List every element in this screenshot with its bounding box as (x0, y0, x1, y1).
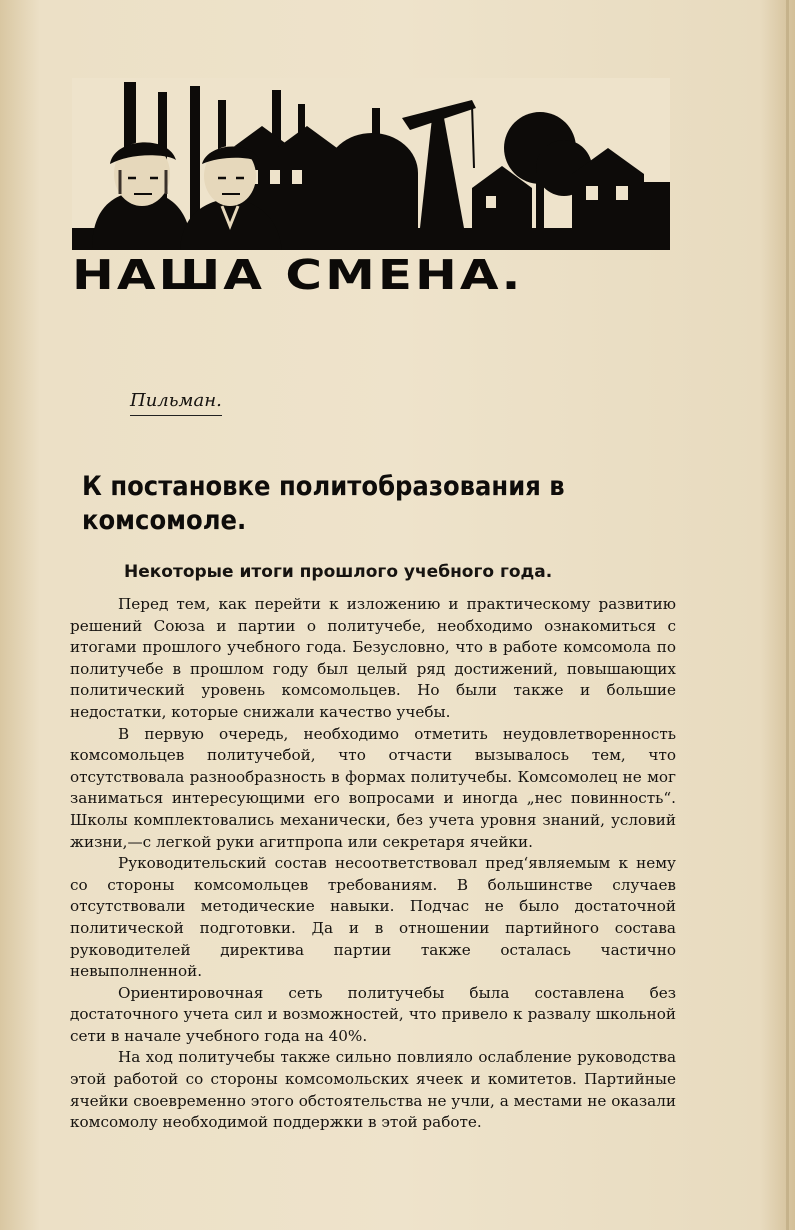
paragraph: Ориентировочная сеть политучебы была составлена без достаточного учета сил и возможностей, что привело к развалу школьной сети в начале учебного года на 40%. (70, 983, 676, 1045)
paragraph: Руководительский состав несоответствовал пред‘являемым к нему со стороны комсомольцев требованиям. В большинстве случаев отсутствовали методические навыки. Подчас не было достаточной политической подготовки. Да и в отношении партийного состава руководителей директива партии также осталась частично невыполненной. (70, 854, 676, 981)
masthead-title: НАША СМЕНА. (72, 251, 524, 299)
article-subtitle: Некоторые итоги прошлого учебного года. (124, 562, 553, 582)
paragraph: В первую очередь, необходимо отметить неудовлетворенность комсомольцев политучебой, что отчасти вызывалось тем, что отсутствовала разнообразность в формах политучебы. Комсомолец не мог заниматься интересующими его вопросами и иногда „нес повинность“. Школы комплектовались механически, без учета уровня знаний, условий жизни,—с легкой руки агитпропа или секретаря ячейки. (70, 724, 676, 851)
article-title: К постановке политобразования в комсомоле. (82, 471, 565, 536)
author-name: Пильман. (130, 390, 222, 416)
industrial-silhouette-image (72, 78, 670, 250)
article-body (70, 594, 676, 1134)
paragraph: На ход политучебы также сильно повлияло ослабление руководства этой работой со стороны комсомольских ячеек и комитетов. Партийные ячейки своевременно этого обстоятельства не учли, а местами не оказали комсомолу необходимой поддержки в этой работе. (70, 1048, 676, 1132)
paragraph: Перед тем, как перейти к изложению и практическому развитию решений Союза и партии о политучебе, необходимо ознакомиться с итогами прошлого учебного года. Безусловно, что в работе комсомола по политучебе в прошлом году был целый ряд достижений, повышающих политический уровень комсомольцев. Но были также и большие недостатки, которые снижали качество учебы. (70, 595, 676, 721)
page-edge (786, 0, 789, 1230)
masthead-illustration (72, 78, 670, 250)
